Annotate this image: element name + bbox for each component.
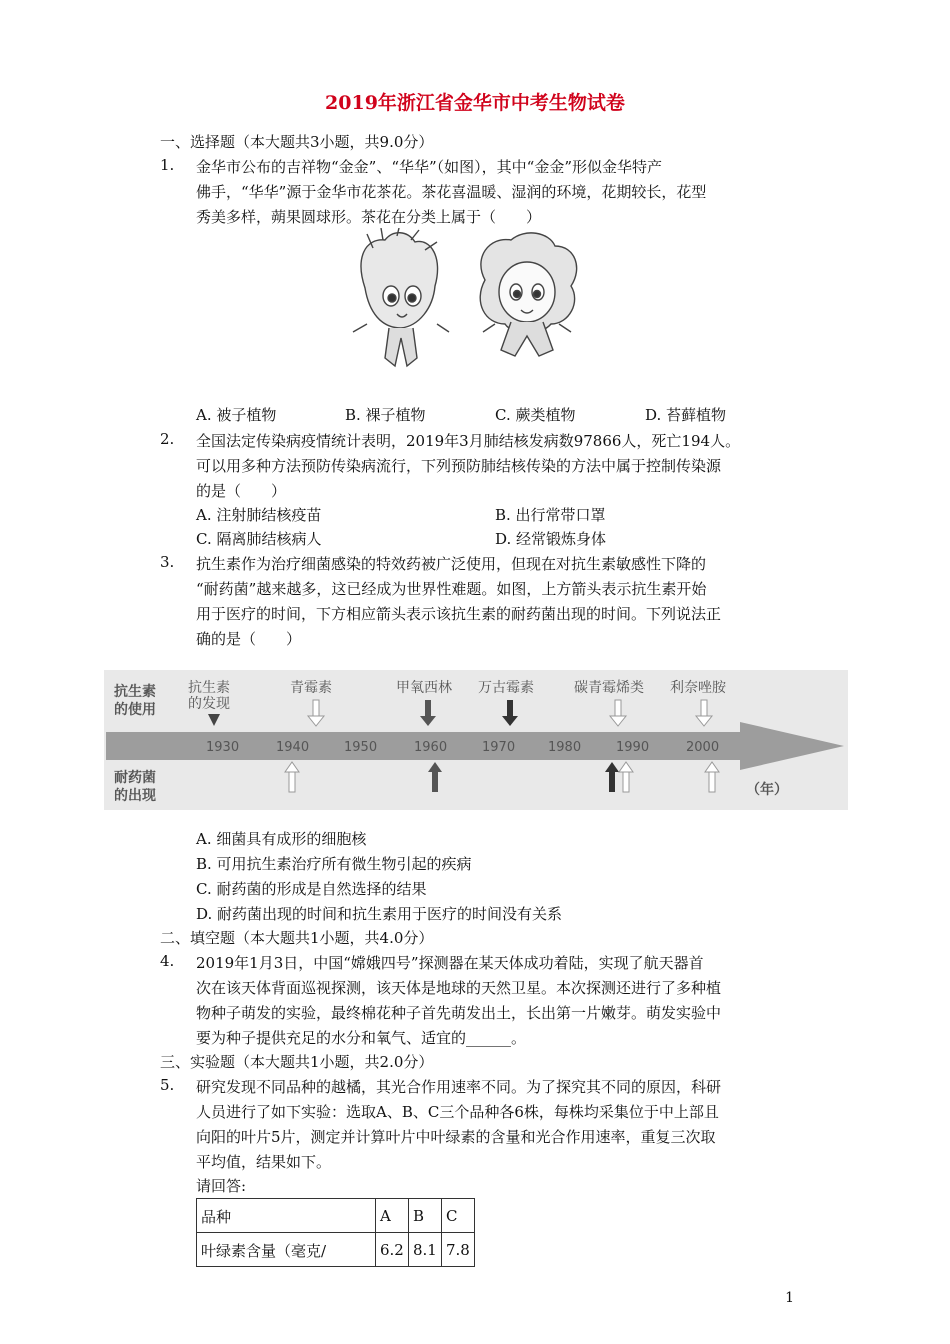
question-text-line: 平均值，结果如下。: [196, 1153, 332, 1171]
question-text-line: 2019年1月3日，中国“嫦娥四号”探测器在某天体成功着陆，实现了航天器首: [196, 954, 704, 972]
year-tick: 1940: [276, 740, 310, 755]
option-c: C. 耐药菌的形成是自然选择的结果: [196, 880, 427, 898]
page-number: 1: [785, 1290, 794, 1306]
resistance-arrow-methicillin: [428, 762, 442, 792]
year-tick: 1980: [548, 740, 582, 755]
table-cell: A: [376, 1199, 409, 1233]
question-text-line: 用于医疗的时间，下方相应箭头表示该抗生素的耐药菌出现的时间。下列说法正: [196, 605, 722, 623]
results-table: [196, 1198, 475, 1267]
section-heading-experiment: 三、实验题（本大题共1小题，共2.0分）: [160, 1053, 434, 1071]
table-cell: 叶绿素含量（毫克/: [197, 1233, 376, 1267]
question-number: 3.: [160, 553, 175, 571]
question-text-line: 佛手，“华华”源于金华市花茶花。茶花喜温暖、湿润的环境，花期较长，花型: [196, 183, 707, 201]
row-label-use-1: 抗生素: [114, 684, 156, 700]
question-number: 5.: [160, 1076, 175, 1094]
year-tick: 2000: [686, 740, 720, 755]
resistance-arrow-carbapenem: [619, 762, 633, 792]
option-b: B. 裸子植物: [345, 406, 426, 424]
table-cell: 8.1: [409, 1233, 442, 1267]
question-text-line: 次在该天体背面巡视探测，该天体是地球的天然卫星。本次探测还进行了多种植: [196, 979, 722, 997]
section-heading-choice: 一、选择题（本大题共3小题，共9.0分）: [160, 133, 434, 151]
table-cell: 7.8: [442, 1233, 475, 1267]
question-text-line: 金华市公布的吉祥物“金金”、“华华”（如图），其中“金金”形似金华特产: [196, 158, 663, 176]
antibiotic-timeline-figure: [104, 670, 848, 810]
option-b: B. 出行常带口罩: [495, 506, 606, 524]
year-tick: 1960: [414, 740, 448, 755]
question-text-line: 抗生素作为治疗细菌感染的特效药被广泛使用，但现在对抗生素敏感性下降的: [196, 555, 707, 573]
question-text-line: 人员进行了如下实验：选取A、B、C三个品种各6株，每株均采集位于中上部且: [196, 1103, 719, 1121]
option-d: D. 耐药菌出现的时间和抗生素用于医疗的时间没有关系: [196, 905, 563, 923]
question-text-line: 研究发现不同品种的越橘，其光合作用速率不同。为了探究其不同的原因，科研: [196, 1078, 722, 1096]
huahua-mascot-image: [480, 233, 576, 356]
option-c: C. 蕨类植物: [495, 406, 576, 424]
section-heading-fill: 二、填空题（本大题共1小题，共4.0分）: [160, 929, 434, 947]
usage-arrow-penicillin: [308, 700, 324, 726]
question-text-line: 向阳的叶片5片，测定并计算叶片中叶绿素的含量和光合作用速率，重复三次取: [196, 1128, 716, 1146]
antibiotic-label-linezolid: 利奈唑胺: [670, 680, 726, 696]
question-text-line: 可以用多种方法预防传染病流行，下列预防肺结核传染的方法中属于控制传染源: [196, 457, 722, 475]
year-tick: 1990: [616, 740, 650, 755]
table-row: [197, 1233, 475, 1267]
question-number: 2.: [160, 430, 175, 448]
question-text-line: 秀美多样，蒴果圆球形。茶花在分类上属于（ ）: [196, 208, 542, 226]
table-cell: 品种: [197, 1199, 376, 1233]
option-a: A. 被子植物: [196, 406, 277, 424]
antibiotic-label-carbapenem: 碳青霉烯类: [574, 680, 644, 696]
discovery-marker: [208, 714, 220, 726]
year-tick: 1970: [482, 740, 516, 755]
table-row: [197, 1199, 475, 1233]
resistance-arrow-penicillin: [285, 762, 299, 792]
usage-arrow-methicillin: [420, 700, 436, 726]
usage-arrow-vancomycin: [502, 700, 518, 726]
question-text-line: 物种子萌发的实验，最终棉花种子首先萌发出土，长出第一片嫩芽。萌发实验中: [196, 1004, 722, 1022]
discovery-label-1: 抗生素: [188, 680, 230, 696]
unit-label: （年）: [746, 782, 788, 798]
option-a: A. 细菌具有成形的细胞核: [196, 830, 367, 848]
option-a: A. 注射肺结核疫苗: [196, 506, 322, 524]
table-cell: B: [409, 1199, 442, 1233]
page-title: 2019年浙江省金华市中考生物试卷: [325, 92, 625, 114]
question-text-line: 全国法定传染病疫情统计表明，2019年3月肺结核发病数97866人，死亡194人。: [196, 432, 741, 450]
table-cell: 6.2: [376, 1233, 409, 1267]
question-text-line: 要为种子提供充足的水分和氧气、适宜的______。: [196, 1029, 527, 1047]
mascot-illustration: [345, 228, 585, 378]
option-b: B. 可用抗生素治疗所有微生物引起的疾病: [196, 855, 472, 873]
antibiotic-label-vancomycin: 万古霉素: [478, 680, 534, 696]
usage-arrow-carbapenem: [610, 700, 626, 726]
question-text-line: 确的是（ ）: [196, 630, 302, 648]
jinjin-mascot-image: [353, 228, 449, 366]
antibiotic-label-penicillin: 青霉素: [290, 680, 332, 696]
question-text-line: 的是（ ）: [196, 482, 287, 500]
year-tick: 1950: [344, 740, 378, 755]
answer-prompt: 请回答:: [196, 1177, 247, 1195]
option-d: D. 苔藓植物: [645, 406, 727, 424]
row-label-resist-1: 耐药菌: [114, 770, 156, 786]
option-c: C. 隔离肺结核病人: [196, 530, 322, 548]
option-d: D. 经常锻炼身体: [495, 530, 607, 548]
question-number: 4.: [160, 952, 175, 970]
question-number: 1.: [160, 156, 175, 174]
discovery-label-2: 的发现: [188, 696, 230, 712]
antibiotic-label-methicillin: 甲氧西林: [396, 680, 452, 696]
question-text-line: “耐药菌”越来越多，这已经成为世界性难题。如图，上方箭头表示抗生素开始: [196, 580, 707, 598]
row-label-resist-2: 的出现: [114, 788, 156, 804]
table-cell: C: [442, 1199, 475, 1233]
resistance-arrow-vancomycin: [605, 762, 619, 792]
resistance-arrow-linezolid: [705, 762, 719, 792]
usage-arrow-linezolid: [696, 700, 712, 726]
row-label-use-2: 的使用: [114, 702, 156, 718]
year-tick: 1930: [206, 740, 240, 755]
